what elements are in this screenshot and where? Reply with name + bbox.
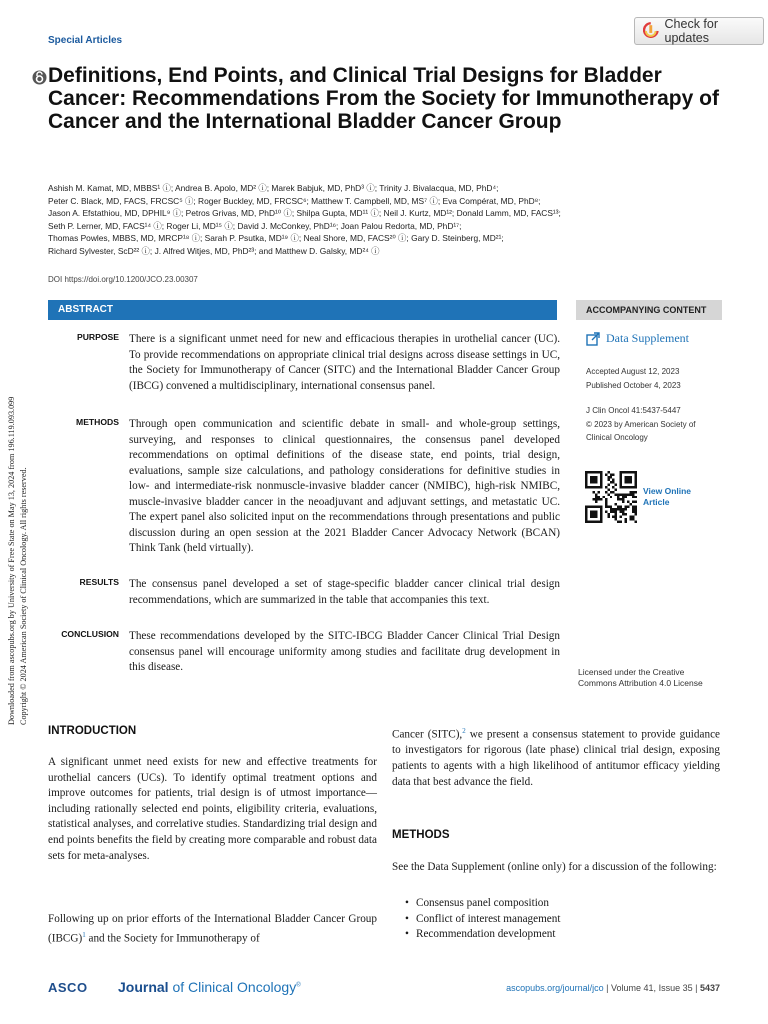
abstract-text: There is a significant unmet need for new and efficacious therapies in urothelial cancer (UC). To provide recommendations on appropriate clinical trial designs across disease settings in UC, the Society for Immunotherapy of Cancer (SITC) and the International Bladder Cancer Group (IBCG) convened a multidisciplinary, international consensus panel. bbox=[129, 333, 560, 392]
license-notice bbox=[578, 667, 738, 689]
abstract-text: These recommendations developed by the SITC-IBCG Bladder Cancer Clinical Trial Design consensus panel will encourage uniformity among studies and facilitate drug development in this disease. bbox=[129, 630, 560, 673]
abstract-label: CONCLUSION bbox=[61, 629, 119, 639]
introduction-paragraph: A significant unmet need exists for new and effective treatments for urothelial cancers (UCs). To identify optimal treatment options and improve outcomes for patients, trial design is of utmost importance—including rationally selected end points, eligibility criteria, evaluations, statistical analyses, and correlative studies. Standardizing trial design and end points benefits the field by creating more comparable and robust data sets for meta-analyses. bbox=[48, 756, 377, 862]
view-online-label: View Online bbox=[643, 486, 692, 496]
author-list bbox=[48, 182, 738, 257]
introduction-heading: INTRODUCTION bbox=[48, 725, 137, 737]
publication-dates bbox=[586, 365, 736, 392]
check-for-updates-button[interactable] bbox=[634, 17, 764, 45]
asco-logo: ASCO bbox=[48, 980, 88, 995]
article-title: Definitions, End Points, and Clinical Trial Designs for Bladder Cancer: Recommendations From the Society for Immunotherapy of Cancer and the International Bladder Cancer Group bbox=[48, 64, 719, 133]
journal-name: of Clinical Oncology bbox=[168, 979, 297, 995]
paragraph-text: we present a consensus statement to provide guidance to investigators for rigorous (late phase) clinical trial design, exposing patients to agents with a high likelihood of antitumor efficacy yielding data that best advance the field. bbox=[392, 728, 721, 788]
svg-text:Downloaded from ascopubs.org b: Downloaded from ascopubs.org by University of Free State on May 13, 2024 from 196.119.093.099 bbox=[7, 396, 16, 725]
methods-paragraph: See the Data Supplement (online only) for a discussion of the following: bbox=[392, 861, 717, 873]
accompanying-content-heading: ACCOMPANYING CONTENT bbox=[576, 300, 722, 320]
data-supplement-label: Data Supplement bbox=[606, 331, 689, 345]
qr-code-icon[interactable] bbox=[585, 471, 637, 523]
license-line: Commons Attribution 4.0 License bbox=[578, 678, 703, 688]
journal-word: Journal bbox=[118, 979, 169, 995]
introduction-paragraph-2 bbox=[48, 912, 377, 947]
separator: | bbox=[606, 983, 609, 993]
paragraph-text: Cancer (SITC), bbox=[392, 728, 463, 741]
check-updates-icon bbox=[643, 22, 659, 40]
author-line: Seth P. Lerner, MD, FACS¹⁴ ⓘ; Roger Li, MD¹⁵ ⓘ; David J. McConkey, PhD¹⁶; Joan Palou Redorta, MD, PhD¹⁷; bbox=[48, 220, 462, 231]
paragraph-text: Following up on prior efforts of the International Bladder Cancer Group (IBCG) bbox=[48, 913, 377, 945]
copyright-line: © 2023 by American Society of bbox=[586, 419, 696, 429]
methods-heading: METHODS bbox=[392, 829, 450, 841]
introduction-paragraph-3 bbox=[392, 724, 720, 790]
list-item: • Recommendation development bbox=[416, 927, 732, 943]
view-online-link[interactable] bbox=[643, 486, 713, 508]
citation-link[interactable]: 1 bbox=[82, 930, 86, 939]
copyright-line: Clinical Oncology bbox=[586, 433, 648, 442]
author-line: Peter C. Black, MD, FACS, FRCSC⁵ ⓘ; Roger Buckley, MD, FRCSC⁶; Matthew T. Campbell, MD, MS⁷ ⓘ; Eva Compérat, MD, PhD⁸; bbox=[48, 195, 541, 206]
svg-text:Copyright © 2024 American Soci: Copyright © 2024 American Society of Clinical Oncology. All rights reserved. bbox=[19, 467, 28, 725]
abstract-label: RESULTS bbox=[79, 577, 119, 587]
journal-url-link[interactable]: ascopubs.org/journal/jco bbox=[506, 983, 604, 993]
citation: J Clin Oncol 41:5437-5447 bbox=[586, 406, 681, 415]
abstract-label: METHODS bbox=[76, 417, 119, 427]
page-number: 5437 bbox=[699, 983, 720, 993]
citation-link[interactable]: 2 bbox=[462, 727, 466, 735]
license-line: Licensed under the Creative bbox=[578, 667, 685, 677]
abstract-text: The consensus panel developed a set of stage-specific bladder cancer clinical trial design recommendations, which are summarized in the table that accompanies this text. bbox=[129, 578, 560, 606]
journal-logo bbox=[118, 979, 301, 995]
download-notice bbox=[2, 300, 40, 725]
volume-issue: Volume 41, Issue 35 bbox=[611, 983, 693, 993]
paragraph-text: and the Society for Immunotherapy of bbox=[85, 932, 260, 945]
open-access-icon bbox=[32, 70, 47, 85]
citation-info bbox=[586, 404, 736, 445]
footer-info bbox=[461, 983, 720, 993]
list-item: • Conflict of interest management bbox=[416, 912, 732, 928]
accepted-date: Accepted August 12, 2023 bbox=[586, 367, 680, 376]
abstract-text: Through open communication and scientific debate in small- and whole-group settings, surveying, and responses to clinical questionnaires, the consensus panel developed recommendations on optimal definitions of the disease state, end points, trial design, evaluations, sample size calculations, and pathology considerations for definitive studies in low- and intermediate-risk nonmuscle-invasive bladder cancer (NMIBC), high-risk NMIBC, muscle-invasive bladder cancer in the neoadjuvant and adjuvant settings, and metastatic UC. The expert panel also solicited input on the recommendations through presentations and public discussion during an open session at the 2021 Bladder Cancer Advocacy Network (BCAN) Think Tank (held virtually). bbox=[129, 418, 560, 554]
methods-list bbox=[404, 896, 732, 943]
author-line: Richard Sylvester, ScD²² ⓘ; J. Alfred Witjes, MD, PhD²³; and Matthew D. Galsky, MD²⁴ ⓘ bbox=[48, 245, 380, 256]
author-line: Jason A. Efstathiou, MD, DPHIL⁹ ⓘ; Petros Grivas, MD, PhD¹⁰ ⓘ; Shilpa Gupta, MD¹¹ ⓘ; Neil J. Kurtz, MD¹²; Donald Lamm, MD, FACS¹³; bbox=[48, 208, 561, 218]
author-line: Ashish M. Kamat, MD, MBBS¹ ⓘ; Andrea B. Apolo, MD² ⓘ; Marek Babjuk, MD, PhD³ ⓘ; Trinity J. Bivalacqua, MD, PhD⁴; bbox=[48, 183, 499, 193]
registered-mark: ® bbox=[296, 982, 301, 989]
data-supplement-link[interactable] bbox=[586, 331, 689, 346]
list-item: • Consensus panel composition bbox=[416, 896, 732, 912]
check-updates-label: Check for updates bbox=[664, 17, 719, 45]
section-label: Special Articles bbox=[48, 35, 123, 46]
published-date: Published October 4, 2023 bbox=[586, 380, 681, 390]
view-online-label: Article bbox=[643, 497, 670, 507]
separator: | bbox=[695, 983, 698, 993]
author-line: Thomas Powles, MBBS, MD, MRCP¹⁸ ⓘ; Sarah P. Psutka, MD¹⁹ ⓘ; Neal Shore, MD, FACS²⁰ ⓘ; Gary D. Steinberg, MD²¹; bbox=[48, 233, 504, 243]
abstract-label: PURPOSE bbox=[76, 332, 119, 342]
external-link-icon bbox=[586, 332, 600, 346]
abstract-heading: ABSTRACT bbox=[48, 300, 557, 320]
doi-link[interactable]: DOI https://doi.org/10.1200/JCO.23.00307 bbox=[48, 275, 198, 284]
